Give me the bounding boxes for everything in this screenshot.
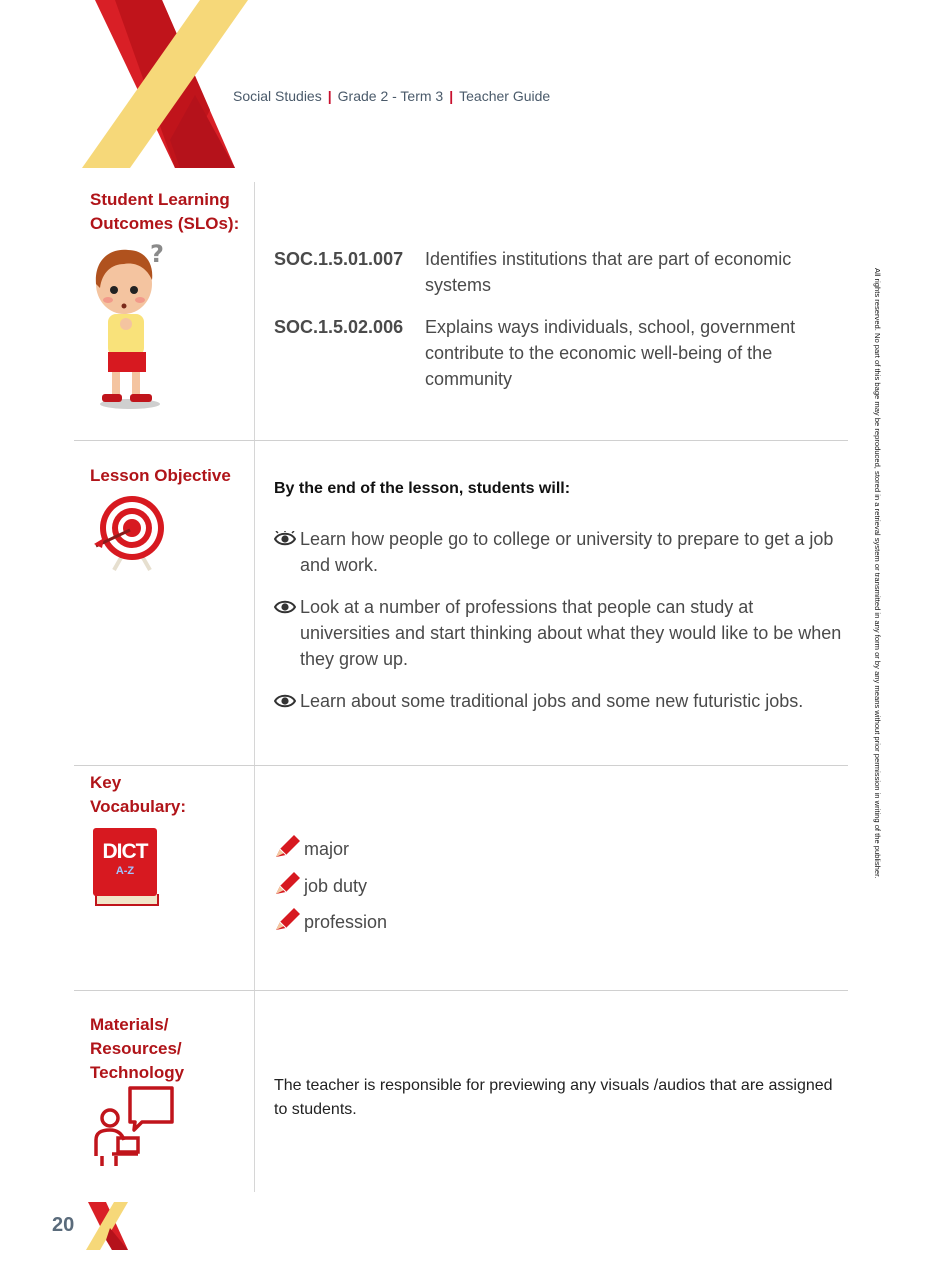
eye-icon <box>274 599 296 615</box>
vocabulary-label: Key Vocabulary: <box>90 773 187 816</box>
column-divider <box>254 182 255 1192</box>
objective-bullet <box>274 526 844 578</box>
thinking-child-illustration <box>88 240 168 412</box>
pencil-icon <box>274 908 300 932</box>
slo-code: SOC.1.5.02.006 <box>274 317 404 337</box>
vocab-item <box>274 872 367 898</box>
objective-bullet <box>274 688 844 714</box>
footer-logo <box>86 1202 130 1250</box>
slo-text: Explains ways individuals, school, government contribute to the economic well-being of the community <box>425 317 796 389</box>
presenter-speech-icon <box>92 1084 176 1168</box>
bullet-text: Learn about some traditional jobs and some new futuristic jobs. <box>300 691 804 711</box>
breadcrumb: Social Studies | Grade 2 - Term 3 | Teacher Guide <box>233 88 551 104</box>
bullet-text: Learn how people go to college or university to prepare to get a job and work. <box>300 529 834 575</box>
vocab-item <box>274 908 387 934</box>
copyright-note: All rights reserved. No part of this bage may be reproduced, stored in a retrieval system or transmitted in any form or by any means without prior permission in writing of the publisher. <box>873 268 882 879</box>
dictionary-book-icon: DICT A-Z <box>93 828 159 906</box>
pencil-icon <box>274 872 300 896</box>
objective-label: Lesson Objective <box>90 466 231 485</box>
objective-bullet <box>274 594 844 672</box>
objective-lead: By the end of the lesson, students will: <box>274 480 571 497</box>
svg-text:?: ? <box>150 240 164 268</box>
row-divider <box>74 440 848 441</box>
page-number: 20 <box>52 1214 75 1236</box>
row-divider <box>74 990 848 991</box>
bullet-text: Look at a number of professions that people can study at universities and start thinking about what they would like to be when they grow up. <box>300 597 842 669</box>
brand-logo <box>80 0 250 168</box>
row-divider <box>74 765 848 766</box>
materials-text: The teacher is responsible for previewing any visuals /audios that are assigned to students. <box>274 1077 833 1118</box>
breadcrumb-guide: Teacher Guide <box>459 88 551 104</box>
vocab-word: major <box>304 839 350 859</box>
breadcrumb-subject: Social Studies <box>233 88 322 104</box>
vocab-item <box>274 835 349 861</box>
slo-label: Student Learning Outcomes (SLOs): <box>90 190 240 233</box>
slo-code: SOC.1.5.01.007 <box>274 249 404 269</box>
breadcrumb-grade: Grade 2 - Term 3 <box>337 88 444 104</box>
eye-icon <box>274 693 296 709</box>
eye-icon <box>274 531 296 547</box>
vocab-word: profession <box>304 912 388 932</box>
slo-text: Identifies institutions that are part of economic systems <box>425 249 792 295</box>
vocab-word: job duty <box>304 876 368 896</box>
materials-label: Materials/ Resources/ Technology <box>90 1015 185 1082</box>
target-icon <box>92 494 172 572</box>
pencil-icon <box>274 835 300 859</box>
